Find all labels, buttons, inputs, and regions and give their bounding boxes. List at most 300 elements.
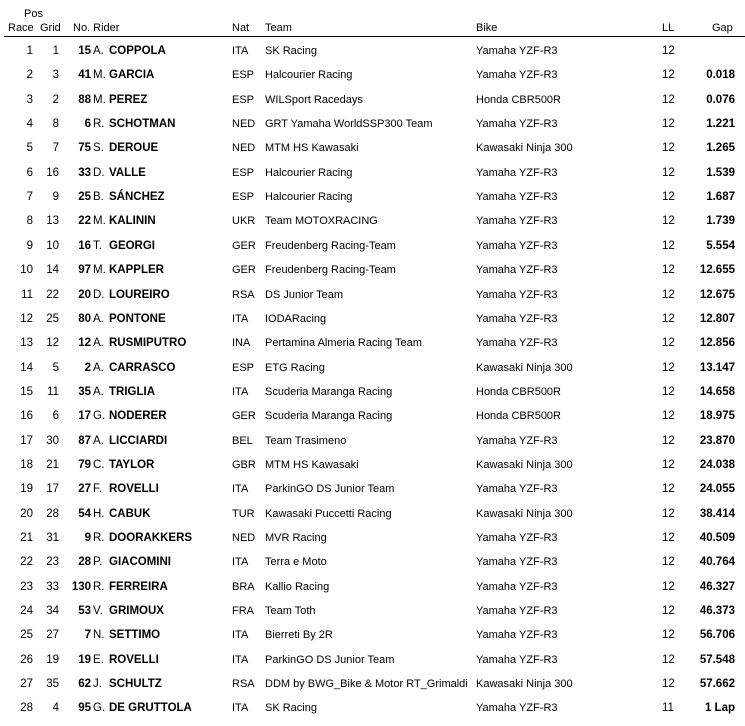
rider-initial: D. [93,166,105,179]
race-position: 28 [20,702,33,715]
bike-model: Yamaha YZF-R3 [476,312,558,325]
table-row [0,581,745,605]
grid-position: 19 [46,653,59,666]
team-name: SK Racing [265,702,317,715]
table-row [0,459,745,483]
race-position: 6 [26,166,33,179]
table-row [0,118,745,142]
laps-led: 12 [662,337,675,350]
table-row [0,191,745,215]
race-position: 27 [20,678,33,691]
race-position: 20 [20,507,33,520]
race-position: 9 [26,239,33,252]
rider-number: 62 [78,678,91,691]
race-position: 14 [20,361,33,374]
grid-position: 27 [46,629,59,642]
laps-led: 12 [662,580,675,593]
race-position: 4 [26,118,33,131]
rider-surname: VALLE [109,166,146,179]
bike-model: Yamaha YZF-R3 [476,191,558,204]
rider-initial: G. [93,410,106,423]
rider-nation: RSA [232,288,255,301]
rider-nation: ITA [232,483,249,496]
rider-nation: ITA [232,702,249,715]
team-name: DS Junior Team [265,288,344,301]
table-row [0,240,745,264]
rider-number: 35 [78,385,91,398]
rider-number: 15 [78,45,91,57]
rider-surname: NODERER [109,410,167,423]
team-name: DDM by BWG_Bike & Motor RT_Grimaldi [265,678,468,691]
table-row [0,362,745,386]
rider-initial: T. [93,239,102,252]
gap-time: 12.655 [699,264,735,277]
race-position: 5 [26,142,33,155]
grid-position: 30 [46,434,59,447]
laps-led: 12 [662,312,675,325]
header-divider [4,36,745,37]
grid-position: 1 [52,45,59,57]
rider-nation: BEL [232,434,253,447]
team-header: Team [265,22,292,34]
grid-position: 9 [52,191,59,204]
rider-number: 53 [78,605,91,618]
team-name: IODARacing [265,312,327,325]
rider-number: 54 [78,507,91,520]
rider-surname: TAYLOR [109,458,155,471]
gap-time: 12.807 [699,312,735,325]
rider-number: 79 [78,458,91,471]
laps-led: 11 [662,702,674,715]
laps-led: 12 [662,288,675,301]
table-row [0,556,745,580]
laps-led: 12 [662,45,675,57]
bike-model: Honda CBR500R [476,93,561,106]
rider-surname: KAPPLER [109,264,164,277]
table-row [0,629,745,653]
rider-nation: ESP [232,69,255,82]
bike-model: Yamaha YZF-R3 [476,337,558,350]
rider-initial: M. [93,93,106,106]
rider-surname: DEROUE [109,142,159,155]
rider-nation: ITA [232,45,249,57]
rider-nation: ITA [232,556,249,569]
rider-initial: S. [93,142,104,155]
race-position: 8 [26,215,33,228]
gap-time: 1.221 [706,118,735,131]
table-row [0,386,745,410]
laps-led: 12 [662,361,675,374]
ll-header: LL [662,22,675,34]
rider-surname: SETTIMO [109,629,161,642]
rider-initial: D. [93,288,105,301]
bike-model: Yamaha YZF-R3 [476,166,558,179]
rider-surname: COPPOLA [109,45,166,57]
grid-position: 8 [52,118,59,131]
race-position: 21 [20,532,33,544]
gap-time: 1.265 [706,142,735,155]
gap-time: 14.658 [699,385,735,398]
bike-model: Yamaha YZF-R3 [476,118,558,131]
grid-position: 23 [46,556,59,569]
rider-initial: A. [93,337,104,350]
bike-model: Yamaha YZF-R3 [476,45,558,57]
team-name: ParkinGO DS Junior Team [265,653,395,666]
bike-model: Yamaha YZF-R3 [476,483,558,496]
grid-position: 34 [46,605,59,618]
rider-initial: G. [93,702,106,715]
rider-initial: F. [93,483,102,496]
rider-number: 88 [78,93,91,106]
grid-position: 5 [52,361,59,374]
rider-nation: ITA [232,312,249,325]
bike-model: Kawasaki Ninja 300 [476,458,573,471]
grid-position: 35 [46,678,59,691]
rider-surname: ROVELLI [109,483,159,496]
rider-number: 16 [78,239,91,252]
grid-position: 2 [52,93,59,106]
table-row [0,435,745,459]
grid-position: 22 [46,288,59,301]
team-name: ETG Racing [265,361,325,374]
pos-header: Pos [24,8,43,20]
rider-surname: FERREIRA [109,580,168,593]
rider-initial: V. [93,605,103,618]
grid-position: 6 [52,410,59,423]
rider-nation: FRA [232,605,254,618]
rider-number: 20 [78,288,91,301]
rider-nation: GER [232,410,256,423]
race-position: 16 [20,410,33,423]
gap-time: 24.055 [699,483,735,496]
race-position: 22 [20,556,33,569]
rider-surname: KALININ [109,215,156,228]
team-name: Freudenberg Racing-Team [265,264,396,277]
table-row [0,410,745,434]
laps-led: 12 [662,532,675,544]
laps-led: 12 [662,215,675,228]
bike-model: Yamaha YZF-R3 [476,580,558,593]
bike-model: Yamaha YZF-R3 [476,532,558,544]
team-name: Team Trasimeno [265,434,347,447]
bike-model: Yamaha YZF-R3 [476,239,558,252]
rider-initial: R. [93,580,105,593]
laps-led: 12 [662,678,675,691]
table-row [0,337,745,361]
race-position: 12 [20,312,33,325]
rider-number: 33 [78,166,91,179]
rider-surname: DOORAKKERS [109,532,193,544]
team-name: Team MOTOXRACING [265,215,378,228]
table-row [0,605,745,629]
rider-number: 7 [84,629,91,642]
rider-initial: A. [93,45,104,57]
rider-surname: GRIMOUX [109,605,164,618]
rider-surname: SCHOTMAN [109,118,176,131]
race-position: 23 [20,580,33,593]
grid-position: 16 [46,166,59,179]
rider-nation: NED [232,118,256,131]
grid-position: 25 [46,312,59,325]
race-position: 19 [20,483,33,496]
table-row [0,264,745,288]
gap-time: 40.764 [699,556,735,569]
race-position: 25 [20,629,33,642]
rider-initial: E. [93,653,104,666]
rider-initial: M. [93,69,106,82]
race-position: 26 [20,653,33,666]
table-row [0,289,745,313]
rider-nation: ITA [232,385,249,398]
gap-time: 38.414 [699,507,735,520]
race-position: 1 [26,45,33,57]
gap-time: 56.706 [699,629,735,642]
rider-number: 17 [78,410,91,423]
rider-nation: ESP [232,93,255,106]
race-position: 7 [26,191,33,204]
race-position: 15 [20,385,33,398]
rider-surname: TRIGLIA [109,385,155,398]
race-position: 2 [26,69,33,82]
rider-nation: BRA [232,580,255,593]
grid-position: 28 [46,507,59,520]
laps-led: 12 [662,507,675,520]
grid-position: 7 [52,142,59,155]
laps-led: 12 [662,458,675,471]
laps-led: 12 [662,385,675,398]
rider-surname: CARRASCO [109,361,176,374]
rider-nation: NED [232,532,256,544]
rider-nation: ESP [232,361,255,374]
table-row [0,142,745,166]
team-name: SK Racing [265,45,317,57]
bike-model: Honda CBR500R [476,410,561,423]
bike-model: Yamaha YZF-R3 [476,215,558,228]
table-row [0,69,745,93]
gap-time: 5.554 [706,239,735,252]
rider-number: 87 [78,434,91,447]
team-name: MTM HS Kawasaki [265,142,359,155]
rider-number: 75 [78,142,91,155]
rider-initial: H. [93,507,105,520]
bike-header: Bike [476,22,498,34]
table-row [0,313,745,337]
rider-initial: C. [93,458,105,471]
rider-initial: M. [93,215,106,228]
rider-surname: PEREZ [109,93,148,106]
grid-position: 17 [46,483,59,496]
grid-position: 21 [46,458,59,471]
team-name: WILSport Racedays [265,93,363,106]
gap-time: 12.856 [699,337,735,350]
rider-surname: ROVELLI [109,653,159,666]
gap-time: 12.675 [699,288,735,301]
gap-time: 1.739 [706,215,735,228]
rider-nation: ITA [232,629,249,642]
gap-time: 1.687 [706,191,735,204]
rider-number: 80 [78,312,91,325]
rider-nation: ESP [232,191,255,204]
rider-nation: UKR [232,215,256,228]
laps-led: 12 [662,166,675,179]
rider-surname: GEORGI [109,239,156,252]
rider-number: 95 [78,702,91,715]
grid-position: 31 [46,532,59,544]
bike-model: Yamaha YZF-R3 [476,629,558,642]
rider-number: 19 [78,653,91,666]
laps-led: 12 [662,629,675,642]
rider-number: 41 [78,69,91,82]
team-name: MVR Racing [265,532,327,544]
table-row [0,483,745,507]
table-row [0,654,745,678]
laps-led: 12 [662,69,675,82]
rider-number: 28 [78,556,91,569]
table-row [0,678,745,702]
rider-initial: R. [93,118,105,131]
laps-led: 12 [662,142,675,155]
grid-position: 4 [52,702,59,715]
laps-led: 12 [662,556,675,569]
rider-surname: LICCIARDI [109,434,168,447]
rider-number: 25 [78,191,91,204]
laps-led: 12 [662,118,675,131]
rider-number: 12 [78,337,91,350]
grid-position: 14 [46,264,59,277]
team-name: Kawasaki Puccetti Racing [265,507,392,520]
bike-model: Yamaha YZF-R3 [476,702,558,715]
rider-initial: B. [93,191,104,204]
rider-surname: PONTONE [109,312,166,325]
team-name: Team Toth [265,605,316,618]
rider-nation: GER [232,239,256,252]
rider-number: 9 [84,532,91,544]
laps-led: 12 [662,483,675,496]
race-position: 13 [20,337,33,350]
laps-led: 12 [662,653,675,666]
rider-initial: A. [93,361,104,374]
race-position: 24 [20,605,33,618]
rider-surname: GIACOMINI [109,556,171,569]
race-position: 17 [20,434,33,447]
gap-header: Gap [712,22,733,34]
rider-nation: ESP [232,166,255,179]
rider-surname: CABUK [109,507,151,520]
laps-led: 12 [662,191,675,204]
team-name: Halcourier Racing [265,69,353,82]
rider-initial: P. [93,556,103,569]
gap-time: 18.975 [699,410,735,423]
rider-number: 97 [78,264,91,277]
table-row [0,702,745,726]
rider-nation: INA [232,337,251,350]
rider-number: 2 [84,361,91,374]
bike-model: Yamaha YZF-R3 [476,288,558,301]
rider-surname: LOUREIRO [109,288,170,301]
team-name: Halcourier Racing [265,166,353,179]
gap-time: 1 Lap [704,702,735,715]
race-position: 10 [20,264,33,277]
laps-led: 12 [662,264,675,277]
gap-time: 57.662 [699,678,735,691]
grid-header: Grid [40,22,61,34]
team-name: ParkinGO DS Junior Team [265,483,395,496]
bike-model: Kawasaki Ninja 300 [476,142,573,155]
table-row [0,532,745,556]
bike-model: Yamaha YZF-R3 [476,653,558,666]
team-name: GRT Yamaha WorldSSP300 Team [265,118,433,131]
rider-surname: SCHULTZ [109,678,162,691]
team-name: Kallio Racing [265,580,330,593]
grid-position: 33 [46,580,59,593]
gap-time: 40.509 [699,532,735,544]
rider-initial: R. [93,532,105,544]
race-position: 18 [20,458,33,471]
gap-time: 57.548 [699,653,735,666]
rider-initial: A. [93,312,104,325]
rider-nation: ITA [232,653,249,666]
grid-position: 3 [52,69,59,82]
grid-position: 10 [46,239,59,252]
team-name: Halcourier Racing [265,191,353,204]
gap-time: 13.147 [699,361,735,374]
table-row [0,94,745,118]
laps-led: 12 [662,410,675,423]
grid-position: 12 [46,337,59,350]
race-position: 3 [26,93,33,106]
bike-model: Yamaha YZF-R3 [476,556,558,569]
nat-header: Nat [232,22,250,34]
gap-time: 0.076 [706,93,735,106]
bike-model: Yamaha YZF-R3 [476,434,558,447]
bike-model: Kawasaki Ninja 300 [476,507,573,520]
laps-led: 12 [662,434,675,447]
rider-initial: J. [93,678,102,691]
rider-nation: GBR [232,458,256,471]
laps-led: 12 [662,93,675,106]
team-name: MTM HS Kawasaki [265,458,359,471]
laps-led: 12 [662,605,675,618]
rider-initial: A. [93,385,104,398]
table-row [0,45,745,69]
grid-position: 11 [47,385,59,398]
bike-model: Honda CBR500R [476,385,561,398]
rider-nation: TUR [232,507,255,520]
rider-surname: RUSMIPUTRO [109,337,187,350]
rider-surname: DE GRUTTOLA [109,702,192,715]
bike-model: Yamaha YZF-R3 [476,264,558,277]
rider-nation: GER [232,264,256,277]
team-name: Terra e Moto [265,556,327,569]
race-header: Race [8,22,34,34]
bike-model: Kawasaki Ninja 300 [476,361,573,374]
team-name: Freudenberg Racing-Team [265,239,396,252]
bike-model: Yamaha YZF-R3 [476,69,558,82]
rider-surname: SÁNCHEZ [109,191,165,204]
team-name: Pertamina Almeria Racing Team [265,337,422,350]
rider-number: 6 [84,118,91,131]
table-row [0,215,745,239]
rider-number: 27 [78,483,91,496]
rider-initial: N. [93,629,105,642]
gap-time: 24.038 [699,458,735,471]
race-position: 11 [21,288,33,301]
gap-time: 23.870 [699,434,735,447]
bike-model: Yamaha YZF-R3 [476,605,558,618]
table-row [0,167,745,191]
gap-time: 46.373 [699,605,735,618]
rider-nation: NED [232,142,256,155]
